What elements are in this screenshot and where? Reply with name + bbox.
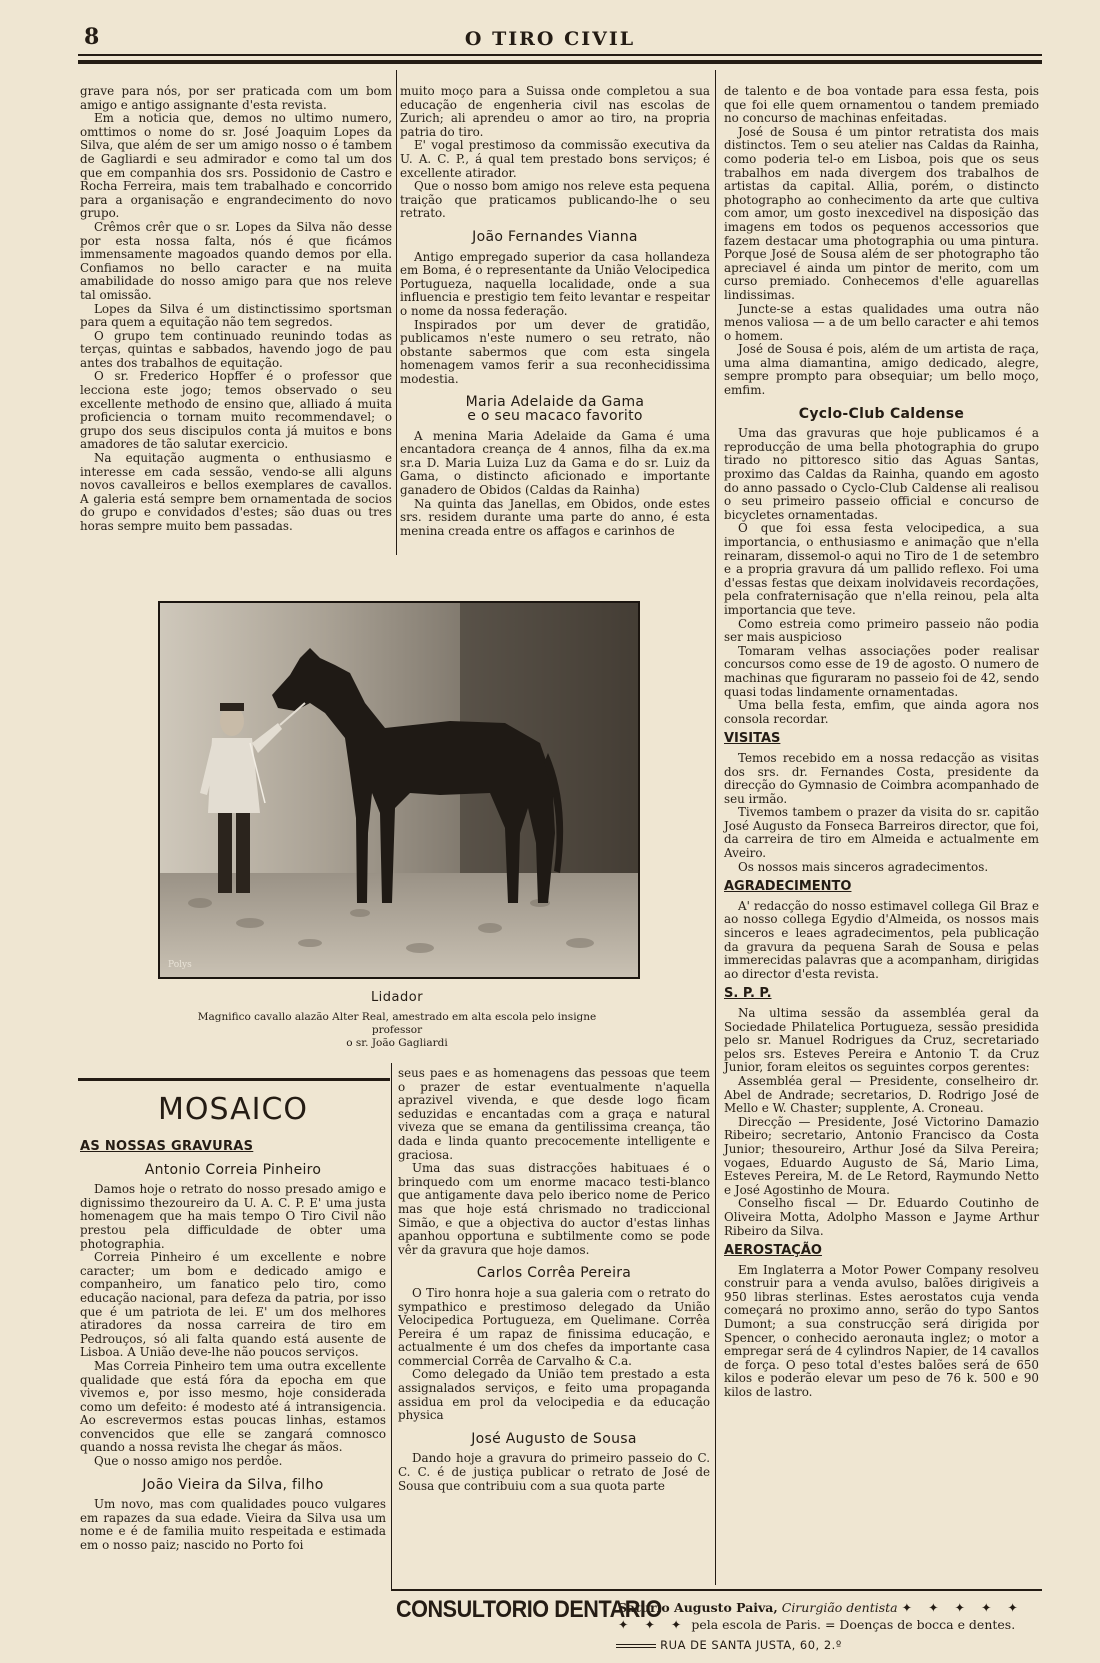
paragraph: Mas Correia Pinheiro tem uma outra excellente qualidade que está fóra da epocha em que vivemos e, por isso mesmo, hoje considerada como um defeito: é modesto até á intransigencia. Ao escrevermos estas poucas linhas, estamos convencidos que elle se zangará comnosco quando a nossa revista lhe chegar ás mãos. (80, 1358, 386, 1455)
paragraph: O grupo tem continuado reunindo todas as terças, quintas e sabbados, havendo jogo de pau antes dos trabalhos de equitação. (80, 328, 392, 370)
paragraph: Em a noticia que, demos no ultimo numero, omttimos o nome do sr. José Joaquim Lopes da Silva, que além de ser um amigo nosso o é tambem de Gagliardi e seu admirador e como tal um dos que em companhia dos srs. Possidonio de Castro e Rocha Ferreira, mais tem trabalhado e concorrido para a organisação e engrandecimento do novo grupo. (80, 111, 392, 221)
header-rule-bottom (78, 60, 1042, 64)
paragraph: Uma bella festa, emfim, que ainda agora nos consola recordar. (724, 698, 1039, 726)
page-number: 8 (84, 24, 100, 50)
advert-dentist-name: Saturio Augusto Paiva, (618, 1600, 778, 1615)
paragraph: Um novo, mas com qualidades pouco vulgares em rapazes da sua edade. Vieira da Silva usa um nome e é de familia muito respeitada e estimada em o nosso paiz; nascido no Porto foi (80, 1497, 386, 1553)
heading-macaco-favorito: e o seu macaco favorito (467, 408, 643, 425)
advert-address (616, 1638, 842, 1652)
paragraph: O que foi essa festa velocipedica, a sua importancia, o enthusiasmo e animação que n'ella reinaram, dissemol-o aqui no Tiro de 1 de setembro e a propria gravura dá um pallido reflexo. Foi uma d'essas festas que deixam inolvidaveis recordações, pela confraternisação que n'ella reinou, pela alta importancia que teve. (724, 521, 1039, 617)
heading-joao-fernandes-vianna: João Fernandes Vianna (472, 228, 638, 245)
paragraph: Que o nosso amigo nos perdôe. (94, 1454, 283, 1469)
advert-line-1 (618, 1600, 1024, 1615)
photo-caption-line: Magnifico cavallo alazão Alter Real, amestrado em alta escola pelo insigne professor (197, 1011, 597, 1036)
header-rule-top (78, 54, 1042, 56)
advert-title: CONSULTORIO DENTARIO (396, 1596, 662, 1623)
dental-advert (396, 1596, 1036, 1651)
horse-photograph (158, 601, 640, 979)
paragraph: Como estreia como primeiro passeio não podia ser mais auspicioso (724, 616, 1039, 645)
advert-address-text: RUA DE SANTA JUSTA, 60, 2.º (660, 1638, 842, 1652)
paragraph: E' vogal prestimoso da commissão executiva da U. A. C. P., á qual tem prestado bons serviços; é excellente atirador. (400, 138, 710, 180)
paragraph: Na ultima sessão da assembléa geral da Sociedade Philatelica Portugueza, sessão presidida pelo sr. Manuel Rodrigues da Cruz, secretariado pelos srs. Esteves Pereira e Antonio T. da Cruz Junior, foram eleitos os seguintes corpos gerentes: (724, 1006, 1039, 1075)
paragraph: seus paes e as homenagens das pessoas que teem o prazer de estar eventualmente n'aquella aprazivel vivenda, e que desde logo ficam seduzidas e encantadas com a graça e natural viveza que se emana da gentilissima creança, tão dada e linda quanto precocemente intelligente e graciosa. (398, 1066, 710, 1162)
journal-title: O TIRO CIVIL (464, 28, 636, 50)
paragraph: Que o nosso bom amigo nos releve esta pequena traição que praticamos publicando-lhe o seu retrato. (400, 179, 710, 221)
star-ornament-icon: ✦ ✦ ✦ (618, 1617, 688, 1632)
heading-cyclo-club-caldense: Cyclo-Club Caldense (798, 405, 965, 422)
advert-profession: Cirurgião dentista (781, 1600, 898, 1615)
paragraph: A menina Maria Adelaide da Gama é uma encantadora creança de 4 annos, filha da ex.ma sr.a D. Maria Luiza Luz da Gama e do sr. Luiz da Gama, o distincto aficionado e importante ganadero de Obidos (Caldas da Rainha) (400, 428, 710, 498)
photo-title: Lidador (370, 990, 424, 1005)
heading-maria-adelaide-gama: Maria Adelaide da Gama (465, 394, 645, 411)
paragraph: Inspirados por um dever de gratidão, publicamos n'este numero o seu retrato, não obstante sabermos que com esta singela homenagem vamos ferir a sua reconhecidissima modestia. (400, 317, 710, 386)
advert-line-2 (618, 1617, 1015, 1632)
paragraph: Temos recebido em a nossa redacção as visitas dos srs. dr. Fernandes Costa, presidente da direcção do Gymnasio de Coimbra acompanhado de seu irmão. (724, 750, 1039, 806)
heading-visitas: VISITAS (724, 731, 781, 747)
heading-aerostacao: AEROSTAÇÃO (724, 1243, 822, 1259)
paragraph: José de Sousa é um pintor retratista dos mais distinctos. Tem o seu atelier nas Caldas da Rainha, como poderia tel-o em Lisboa, pois que os seus trabalhos em nada divergem dos trabalhos de artistas da capital. Allia, porém, o distincto photographo ao conhecimento da arte que cultiva com amor, um gosto inexcedivel na disposição das imagens em todos os pequenos accessorios que fazem destacar uma photographia ou uma pintura. Porque José de Sousa além de ser photographo tão apreciavel é ainda um pintor de merito, com um curso premiado. Conhecemos d'elle aguarellas lindissimas. (724, 124, 1039, 302)
paragraph: Tivemos tambem o prazer da visita do sr. capitão José Augusto da Fonseca Barreiros director, que foi, da carreira de tiro em Almeida e actualmente em Aveiro. (724, 805, 1039, 861)
heading-jose-augusto-de-sousa: José Augusto de Sousa (471, 1430, 637, 1447)
heading-antonio-correia-pinheiro: Antonio Correia Pinheiro (144, 1161, 322, 1178)
paragraph: Conselho fiscal — Dr. Eduardo Coutinho de Oliveira Motta, Adolpho Masson e Jayme Arthur Ribeiro da Silva. (724, 1196, 1039, 1238)
column-2-bottom-text (398, 1067, 710, 1493)
advert-school: pela escola de Paris. = Doenças de bocca e dentes. (691, 1617, 1016, 1632)
mosaico-top-rule (78, 1078, 390, 1081)
paragraph: O Tiro honra hoje a sua galeria com o retrato do sympathico e prestimoso delegado da União Velocipedica Portugueza, em Quelimane. Corrêa Pereira é um rapaz de finissima educação, e actualmente é um dos chefes da importante casa commercial Corrêa de Carvalho & C.a. (398, 1285, 710, 1368)
paragraph: Juncte-se a estas qualidades uma outra não menos valiosa — a de um bello caracter e ahi temos o homem. (724, 301, 1039, 343)
paragraph: José de Sousa é pois, além de um artista de raça, uma alma diamantina, amigo dedicado, alegre, sempre prompto para obsequiar; um bello moço, emfim. (724, 342, 1039, 398)
paragraph: Uma das suas distracções habituaes é o brinquedo com um enorme macaco testi-blanco que antigamente dava pelo iberico nome de Perico mas que hoje está chrismado no tradiccional Simão, e que a objectiva do auctor d'estas linhas apanhou opportuna e subtilmente como se pode vêr da gravura que hoje damos. (398, 1161, 710, 1257)
paragraph: Lopes da Silva é um distinctissimo sportsman para quem a equitação não tem segredos. (80, 301, 392, 330)
photo-signature: Polys (168, 960, 192, 970)
mosaico-column (80, 1140, 386, 1553)
paragraph: Como delegado da União tem prestado a esta assignalados serviços, e feito uma propaganda assidua em prol da velocipedia e da educação physica (398, 1367, 710, 1423)
mosaico-title: MOSAICO (157, 1092, 309, 1127)
column-1-top-text (80, 85, 392, 534)
paragraph: Damos hoje o retrato do nosso presado amigo e dignissimo thezoureiro da U. A. C. P. E' uma justa homenagem que ha mais tempo O Tiro Civil não prestou pela difficuldade de obter uma photographia. (80, 1182, 386, 1251)
horse-photo-illustration (160, 603, 638, 977)
column-rule-1 (396, 70, 397, 555)
paragraph: Antigo empregado superior da casa hollandeza em Boma, é o representante da União Velocipedica Portugueza, naquella localidade, onde a sua influencia e prestigio tem feito levantar e respeitar o nome da nossa federação. (400, 249, 710, 318)
paragraph: O sr. Frederico Hopffer é o professor que lecciona este jogo; temos observado o seu excellente methodo de ensino que, alliado á muita proficiencia o tornam muito recommendavel; o grupo dos seus discipulos conta já muitos e bons amadores de tão salutar exercicio. (80, 369, 392, 452)
column-rule-2 (715, 70, 716, 1585)
paragraph: muito moço para a Suissa onde completou a sua educação de engenheria civil nas escolas de Zurich; ali aprendeu o amor ao tiro, na propria patria do tiro. (400, 84, 710, 139)
heading-as-nossas-gravuras: AS NOSSAS GRAVURAS (80, 1139, 254, 1154)
advert-top-rule (392, 1589, 1042, 1591)
address-rule-left (616, 1644, 656, 1648)
heading-spp: S. P. P. (724, 986, 772, 1002)
paragraph: de talento e de boa vontade para essa festa, pois que foi elle quem ornamentou o tandem premiado no concurso de machinas enfeitadas. (724, 84, 1039, 126)
photo-caption (180, 1011, 614, 1050)
paragraph: grave para nós, por ser praticada com um bom amigo e antigo assignante d'esta revista. (80, 84, 392, 112)
paragraph: Uma das gravuras que hoje publicamos é a reproducção de uma bella photographia do grupo tirado no pittoresco sitio das Aguas Santas, proximo das Caldas da Rainha, quando em agosto do anno passado o Cyclo-Club Caldense ali realisou o seu primeiro passeio official e concurso de bicycletes ornamentadas. (724, 426, 1039, 522)
paragraph: Na quinta das Janellas, em Obidos, onde estes srs. residem durante uma parte do anno, é esta menina creada entre os affagos e carinhos de (400, 496, 710, 538)
paragraph: Direcção — Presidente, José Victorino Damazio Ribeiro; secretario, Antonio Francisco da Costa Junior; thesoureiro, Arthur José da Silva Pereira; vogaes, Eduardo Augusto de Sá, Mario Lima, Esteves Pereira, M. de Le Retord, Raymundo Netto e José Agostinho de Moura. (724, 1114, 1039, 1197)
paragraph: Assembléa geral — Presidente, conselheiro dr. Abel de Andrade; secretarios, D. Rodrigo José de Mello e W. Chaster; supplente, A. Croneau. (724, 1073, 1039, 1116)
column-2-top-text (400, 85, 710, 538)
paragraph: Em Inglaterra a Motor Power Company resolveu construir para a venda avulso, balões dirigiveis a 950 libras sterlinas. Estes aerostatos cuja venda começará no proximo anno, serão do typo Santos Dumont; a sua construcção será dirigida por Spencer, o conhecido aeronauta inglez; o motor a empregar será de 4 cylindros Napier, de 14 cavallos de força. O peso total d'estes balões será de 650 kilos e poderão elevar um peso de 76 k. 500 e 90 kilos de lastro. (724, 1262, 1039, 1400)
paragraph: Os nossos mais sinceros agradecimentos. (738, 859, 989, 874)
star-ornament-icon: ✦ ✦ ✦ ✦ ✦ (901, 1600, 1024, 1615)
paragraph: Tomaram velhas associações poder realisar concursos como esse de 19 de agosto. O numero de machinas que figuraram no passeio foi de 42, sendo quasi todas lindamente ornamentadas. (724, 643, 1039, 699)
column-rule-3 (391, 1063, 392, 1591)
paragraph: Crêmos crêr que o sr. Lopes da Silva não desse por esta nossa falta, nós é que ficámos immensamente magoados quando demos por ella. Confiamos no bello caracter e na muita amabilidade do nosso amigo para que nos releve tal omissão. (80, 219, 392, 302)
paragraph: Correia Pinheiro é um excellente e nobre caracter; um bom e dedicado amigo e companheiro, um fanatico pelo tiro, como educação nacional, para defeza da patria, por isso que é um patriota de lei. E' um dos melhores atiradores da nossa carreira de tiro em Pedrouços, só ali falta quando está ausente de Lisboa. A União deve-lhe não poucos serviços. (80, 1250, 386, 1360)
paragraph: Dando hoje a gravura do primeiro passeio do C. C. C. é de justiça publicar o retrato de José de Sousa que contribuiu com a sua quota parte (398, 1451, 710, 1493)
paragraph: Na equitação augmenta o enthusiasmo e interesse em cada sessão, vendo-se alli alguns novos cavalleiros e bellos exemplares de cavallos. A galeria está sempre bem ornamentada de socios do grupo e convidados d'estes; são duas ou tres horas sempre muito bem passadas. (80, 451, 392, 533)
heading-joao-vieira-da-silva: João Vieira da Silva, filho (142, 1476, 324, 1493)
heading-carlos-correa-pereira: Carlos Corrêa Pereira (476, 1265, 632, 1282)
heading-agradecimento: AGRADECIMENTO (724, 879, 852, 895)
paragraph: A' redacção do nosso estimavel collega Gil Braz e ao nosso collega Egydio d'Almeida, os nossos mais sinceros e leaes agradecimentos, pela publicação da gravura da pequena Sarah de Sousa e pelas immerecidas palavras que a acompanham, dirigidas ao director d'esta revista. (724, 898, 1039, 981)
photo-caption-line: o sr. João Gagliardi (346, 1037, 448, 1049)
column-3-text (724, 85, 1039, 1400)
